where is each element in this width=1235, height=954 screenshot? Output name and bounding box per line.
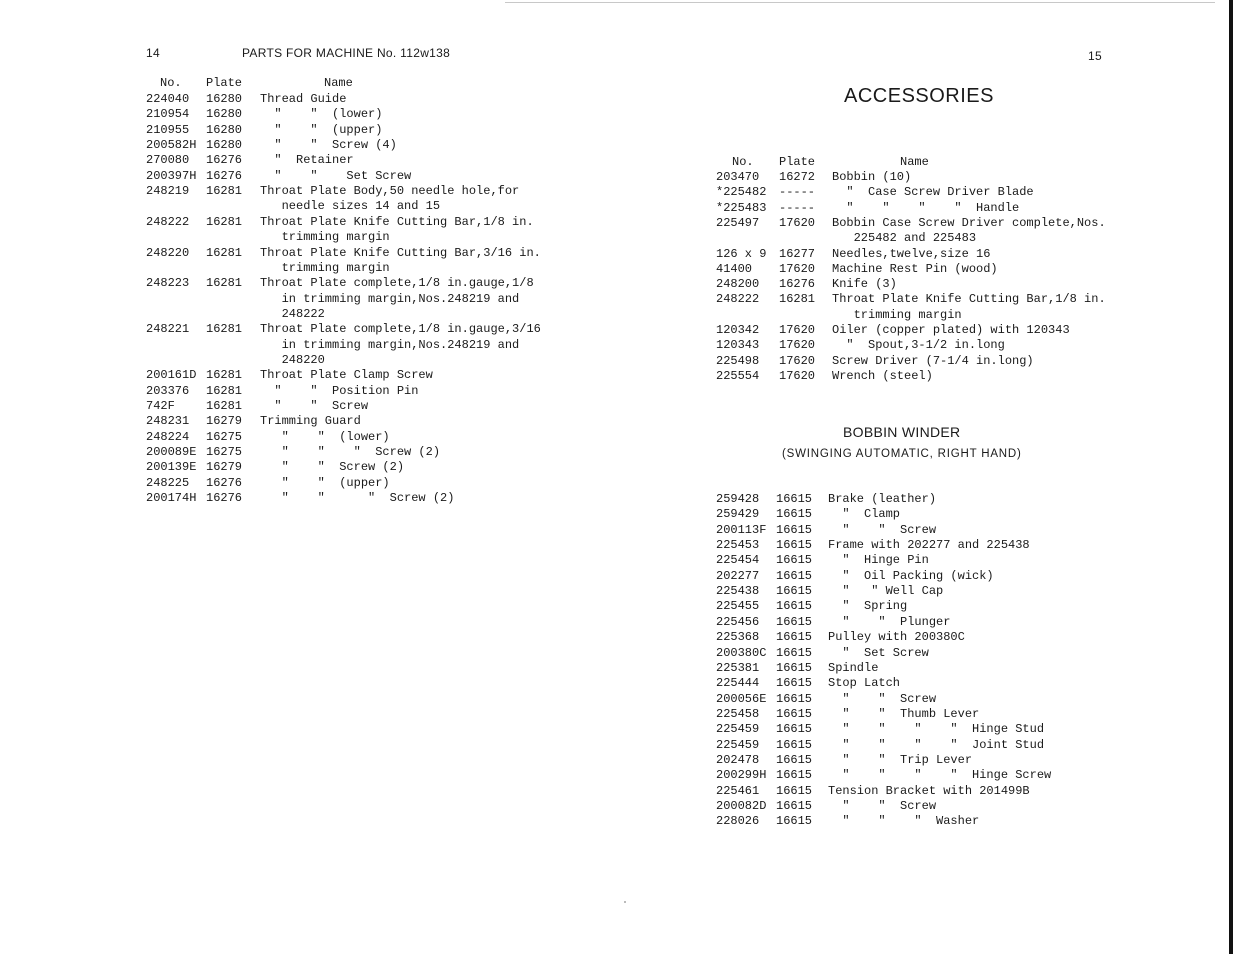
part-name: Throat Plate Knife Cutting Bar,3/16 in. [260,245,541,260]
table-row [716,216,1136,231]
plate-number: 16615 [776,614,813,629]
plate-number: 16281 [206,368,243,383]
part-number: 41400 [716,261,753,276]
table-row [716,338,1136,353]
table-row [716,784,1136,799]
table-row [146,491,566,506]
table-row [716,262,1136,277]
part-name: Tension Bracket with 201499B [828,783,1030,798]
part-name: in trimming margin,Nos.248219 and [260,337,520,352]
part-name: 248222 [260,306,325,321]
part-name: Needles,twelve,size 16 [832,246,991,261]
plate-number: 16276 [206,491,243,506]
plate-number: 16615 [776,706,813,721]
plate-number: 16615 [776,507,813,522]
table-row [146,430,566,445]
plate-number: 16280 [206,92,243,106]
plate-number: 16279 [206,460,243,475]
part-name: " " " " Hinge Stud [828,722,1045,737]
plate-number: 17620 [779,215,816,230]
plate-number: ----- [779,185,816,200]
part-name: " " Well Cap [828,584,944,599]
part-name: Throat Plate Knife Cutting Bar,1/8 in. [832,292,1106,307]
plate-number: 16615 [776,538,813,553]
part-name: Knife (3) [832,277,897,292]
column-header-no: No. [732,155,754,169]
part-number: 248220 [146,245,190,260]
part-name: " " (lower) [260,107,383,122]
plate-number: 16615 [776,630,813,645]
part-number: 248222 [716,292,760,307]
table-row [146,399,566,414]
scan-speck [624,901,626,903]
part-name: " Clamp [828,507,901,522]
part-name: " " Screw [828,691,937,706]
left-page-number: 14 [146,46,160,60]
part-number: 210954 [146,107,190,122]
part-name: Brake (leather) [828,492,937,506]
part-number: 248225 [146,475,190,490]
part-name: trimming margin [260,230,390,245]
plate-number: 16275 [206,445,243,460]
part-name: 225482 and 225483 [832,231,977,246]
plate-number: 16280 [206,138,243,153]
column-header-name: Name [900,155,929,169]
part-name: " Spring [828,599,908,614]
table-row [146,368,566,383]
part-number: 225455 [716,599,760,614]
part-name: Throat Plate Knife Cutting Bar,1/8 in. [260,214,534,229]
table-row [716,170,1136,185]
plate-number: 16615 [776,676,813,691]
plate-number: 16281 [206,214,243,229]
table-row [716,354,1136,369]
part-name: " " (upper) [260,122,383,137]
part-number: 225459 [716,722,760,737]
plate-number: ----- [779,200,816,215]
plate-number: 16277 [779,246,816,261]
table-row [716,753,1136,768]
part-name: " " Thumb Lever [828,706,980,721]
plate-number: 16281 [206,383,243,398]
part-name: " " Screw [828,799,937,813]
part-name: " Hinge Pin [828,553,929,568]
table-row [146,107,566,122]
part-number: 225498 [716,353,760,368]
column-header-no: No. [160,76,182,90]
part-name: Throat Plate complete,1/8 in.gauge,1/8 [260,276,534,291]
part-name: Trimming Guard [260,414,361,429]
table-row [716,799,1136,814]
plate-number: 16281 [206,399,243,413]
part-number: 225461 [716,783,760,798]
plate-number: 16615 [776,584,813,599]
right-page-number: 15 [1088,49,1102,63]
part-number: 200582H [146,138,197,153]
table-row [716,323,1136,338]
table-row [146,123,566,138]
table-row [146,476,566,491]
table-row [716,599,1136,614]
table-row [146,384,566,399]
part-number: 200161D [146,368,197,383]
part-number: 225458 [716,706,760,721]
table-row [716,584,1136,599]
part-name: trimming margin [260,260,390,275]
part-name: " " Screw (2) [260,460,405,475]
plate-number: 16615 [776,568,813,583]
part-number: 248219 [146,184,190,199]
table-row [146,322,566,337]
table-row [716,707,1136,722]
part-number: *225482 [716,185,767,200]
plate-number: 16615 [776,645,813,660]
table-row [716,507,1136,522]
table-row [716,692,1136,707]
plate-number: 16615 [776,691,813,706]
table-row [146,153,566,168]
part-number: 259428 [716,492,760,506]
table-row [146,414,566,429]
left-column-headers [146,76,546,91]
part-name: " " Position Pin [260,383,419,398]
part-name: " Retainer [260,153,354,168]
part-number: *225483 [716,200,767,215]
part-number: 270080 [146,153,190,168]
part-number: 225453 [716,538,760,553]
part-number: 225456 [716,614,760,629]
table-row [716,538,1136,553]
part-name: Spindle [828,660,879,675]
part-name: " Oil Packing (wick) [828,568,994,583]
part-name: in trimming margin,Nos.248219 and [260,291,520,306]
plate-number: 16615 [776,783,813,798]
table-row [716,231,1136,246]
table-row [146,292,566,307]
part-number: 248222 [146,214,190,229]
plate-number: 16279 [206,414,243,429]
part-name: " " (lower) [260,429,390,444]
part-name: " " " Screw (2) [260,491,455,506]
plate-number: 16615 [776,799,813,813]
part-number: 200089E [146,445,197,460]
table-row [716,646,1136,661]
part-number: 228026 [716,814,760,829]
bobbin-winder-subtitle: (SWINGING AUTOMATIC, RIGHT HAND) [782,448,1022,460]
plate-number: 17620 [779,323,816,337]
plate-number: 16615 [776,814,813,829]
column-header-name: Name [324,76,353,90]
plate-number: 17620 [779,338,816,353]
part-number: 202478 [716,752,760,767]
part-name: needle sizes 14 and 15 [260,199,441,214]
plate-number: 17620 [779,368,816,383]
part-number: 203376 [146,383,190,398]
plate-number: 16275 [206,429,243,444]
part-name: 248220 [260,352,325,367]
part-number: 210955 [146,122,190,137]
accessories-column-headers [716,155,1136,170]
part-number: 225438 [716,584,760,599]
table-row [146,261,566,276]
plate-number: 16276 [206,475,243,490]
part-number: 248221 [146,322,190,337]
part-number: 200174H [146,491,197,506]
table-row [146,199,566,214]
part-number: 225444 [716,676,760,691]
plate-number: 16615 [776,492,813,506]
table-row [716,277,1136,292]
table-row [716,247,1136,262]
top-border-line [505,2,1215,3]
table-row [146,246,566,261]
part-number: 259429 [716,507,760,522]
part-name: Throat Plate Clamp Screw [260,368,433,383]
running-title: PARTS FOR MACHINE No. 112w138 [242,46,451,60]
plate-number: 16281 [206,322,243,337]
part-name: " " Plunger [828,614,951,629]
table-row [716,814,1136,829]
part-name: " " Screw (4) [260,138,397,153]
plate-number: 16615 [776,752,813,767]
table-row [146,169,566,184]
part-name: trimming margin [832,307,962,322]
plate-number: 16615 [776,722,813,737]
table-row [716,722,1136,737]
part-name: Throat Plate complete,1/8 in.gauge,3/16 [260,322,541,337]
plate-number: 16276 [206,153,243,168]
table-row [716,738,1136,753]
part-number: 225497 [716,215,760,230]
table-row [716,768,1136,783]
plate-number: 16281 [206,276,243,291]
part-number: 200139E [146,460,197,475]
part-name: " " " " Hinge Screw [828,768,1052,783]
plate-number: 16615 [776,768,813,783]
table-row [146,138,566,153]
part-number: 248224 [146,429,190,444]
part-name: " " Trip Lever [828,752,973,767]
part-number: 126 x 9 [716,246,767,261]
part-number: 200380C [716,645,767,660]
table-row [716,630,1136,645]
part-number: 224040 [146,92,190,106]
table-row [716,553,1136,568]
table-row [146,276,566,291]
table-row [716,615,1136,630]
table-row [716,523,1136,538]
part-name: Thread Guide [260,92,347,106]
part-name: Oiler (copper plated) with 120343 [832,323,1070,337]
part-number: 248231 [146,414,190,429]
part-number: 225381 [716,660,760,675]
part-name: " " " " Joint Stud [828,737,1045,752]
plate-number: 16281 [779,292,816,307]
part-name: Pulley with 200380C [828,630,965,645]
table-row [146,92,566,107]
part-name: Bobbin Case Screw Driver complete,Nos. [832,215,1106,230]
bobbin-winder-title: BOBBIN WINDER [843,424,961,440]
plate-number: 17620 [779,353,816,368]
table-row [146,460,566,475]
part-number: 742F [146,399,175,413]
part-name: Screw Driver (7-1/4 in.long) [832,353,1034,368]
part-number: 225554 [716,368,760,383]
plate-number: 16276 [779,277,816,292]
part-number: 225454 [716,553,760,568]
plate-number: 16615 [776,553,813,568]
plate-number: 16276 [206,168,243,183]
table-row [716,292,1136,307]
accessories-title: ACCESSORIES [844,85,994,107]
part-name: " Spout,3-1/2 in.long [832,338,1005,353]
plate-number: 16281 [206,245,243,260]
part-name: Bobbin (10) [832,170,912,184]
column-header-plate: Plate [206,76,243,90]
part-number: 248223 [146,276,190,291]
plate-number: 16280 [206,122,243,137]
part-name: " " " Screw (2) [260,445,441,460]
plate-number: 16272 [779,170,816,184]
table-row [716,676,1136,691]
part-number: 200056E [716,691,767,706]
part-number: 120342 [716,323,760,337]
table-row [146,353,566,368]
part-number: 120343 [716,338,760,353]
table-row [716,185,1136,200]
part-name: Machine Rest Pin (wood) [832,261,998,276]
part-number: 200113F [716,522,767,537]
part-number: 200299H [716,768,767,783]
part-name: " " " " Handle [832,200,1020,215]
part-name: Frame with 202277 and 225438 [828,538,1030,553]
column-header-plate: Plate [779,155,816,169]
part-number: 203470 [716,170,760,184]
part-number: 225368 [716,630,760,645]
page-right-edge [1229,0,1233,954]
plate-number: 17620 [779,261,816,276]
part-name: " " Screw [260,399,369,413]
table-row [716,308,1136,323]
part-number: 202277 [716,568,760,583]
table-row [146,230,566,245]
table-row [716,492,1136,507]
table-row [716,661,1136,676]
plate-number: 16615 [776,737,813,752]
part-name: " " (upper) [260,475,390,490]
plate-number: 16615 [776,660,813,675]
part-number: 200082D [716,799,767,813]
part-number: 248200 [716,277,760,292]
part-name: " " Screw [828,522,937,537]
part-name: " " " Washer [828,814,980,829]
plate-number: 16615 [776,599,813,614]
part-name: " " Set Screw [260,168,412,183]
part-number: 225459 [716,737,760,752]
table-row [716,569,1136,584]
table-row [146,215,566,230]
table-row [146,445,566,460]
plate-number: 16615 [776,522,813,537]
table-row [146,338,566,353]
part-name: Stop Latch [828,676,901,691]
plate-number: 16280 [206,107,243,122]
part-number: 200397H [146,168,197,183]
table-row [146,184,566,199]
part-name: " Case Screw Driver Blade [832,185,1034,200]
table-row [146,307,566,322]
part-name: " Set Screw [828,645,929,660]
part-name: Throat Plate Body,50 needle hole,for [260,184,520,199]
table-row [716,201,1136,216]
plate-number: 16281 [206,184,243,199]
part-name: Wrench (steel) [832,368,933,383]
table-row [716,369,1136,384]
